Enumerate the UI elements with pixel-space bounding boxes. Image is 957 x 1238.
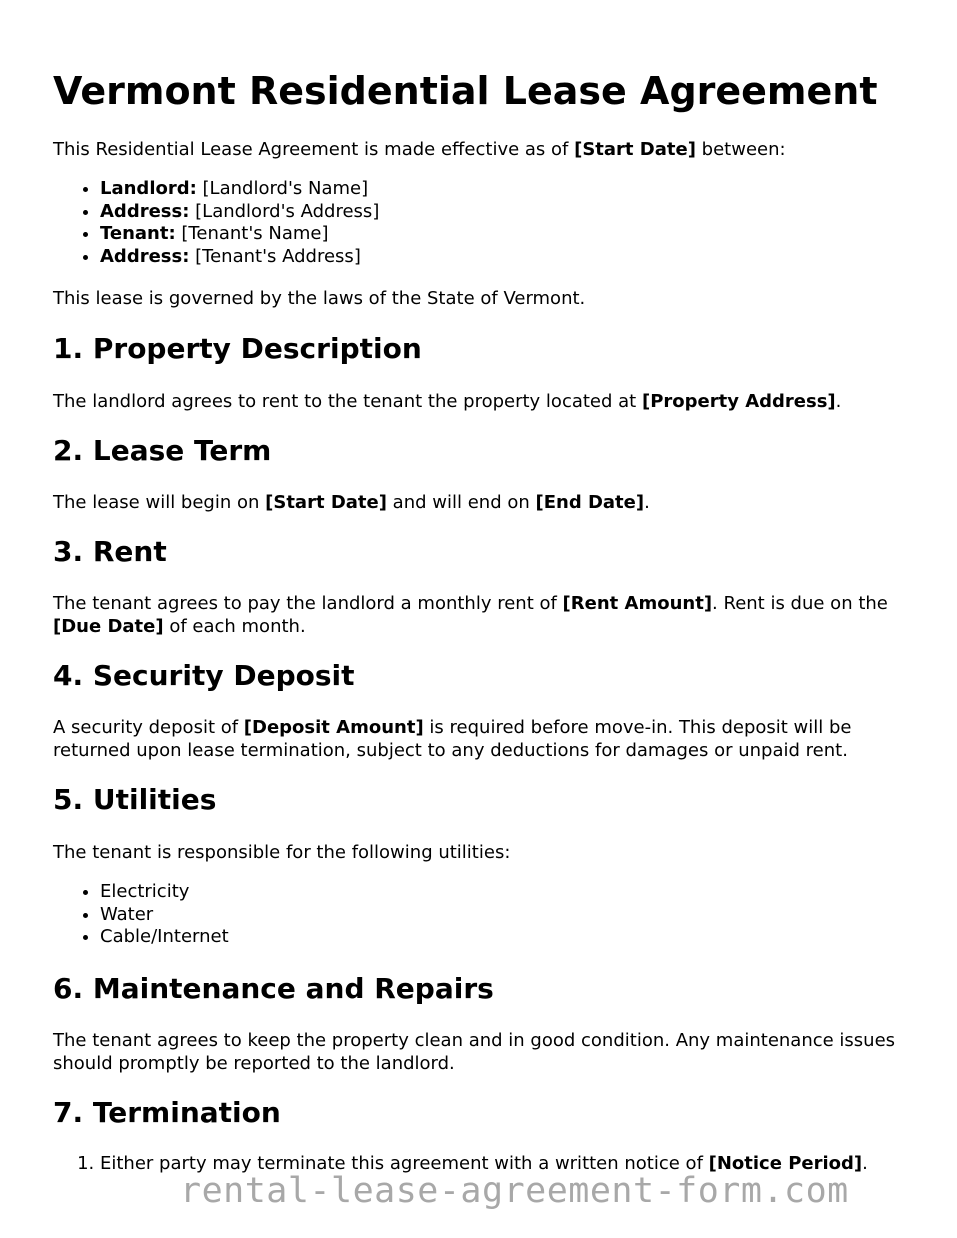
intro-paragraph (53, 138, 913, 161)
section-heading-deposit: 4. Security Deposit (53, 659, 355, 692)
rent-suffix: of each month. (163, 616, 306, 637)
party-label: Address: (100, 245, 190, 267)
party-value: [Landlord's Name] (196, 178, 369, 199)
rent-prefix: The tenant agrees to pay the landlord a monthly rent of (53, 593, 563, 614)
maintenance-paragraph: The tenant agrees to keep the property clean and in good condition. Any maintenance issues should promptly be reported to the landlord. (53, 1030, 896, 1074)
property-paragraph (53, 390, 913, 413)
rent-amount: [Rent Amount] (562, 593, 713, 614)
parties-list (53, 178, 913, 268)
property-prefix: The landlord agrees to rent to the tenant the property located at (53, 391, 642, 412)
termination-prefix: Either party may terminate this agreement with a written notice of (100, 1153, 709, 1174)
term-middle: and will end on (386, 492, 536, 513)
utilities-paragraph: The tenant is responsible for the following utilities: (53, 842, 511, 863)
section-heading-termination: 7. Termination (53, 1096, 281, 1129)
party-value: [Tenant's Name] (175, 223, 329, 244)
party-value: [Tenant's Address] (189, 245, 361, 267)
intro-start-date: [Start Date] (574, 139, 696, 160)
watermark-text: rental-lease-agreement-form.com (180, 1171, 849, 1211)
list-item (100, 178, 913, 201)
section-heading-rent: 3. Rent (53, 535, 167, 568)
property-address: [Property Address] (641, 391, 836, 412)
section-heading-term: 2. Lease Term (53, 434, 272, 467)
term-end-date: [End Date] (535, 492, 645, 513)
rent-middle: . Rent is due on the (712, 593, 888, 614)
deposit-amount: [Deposit Amount] (243, 717, 424, 738)
term-suffix: . (644, 492, 650, 513)
section-heading-property: 1. Property Description (53, 332, 422, 365)
rent-due-date: [Due Date] (53, 616, 164, 637)
term-prefix: The lease will begin on (53, 492, 266, 513)
deposit-paragraph (53, 716, 913, 762)
section-heading-maintenance: 6. Maintenance and Repairs (53, 972, 494, 1005)
notice-period: [Notice Period] (708, 1153, 863, 1174)
deposit-prefix: A security deposit of (53, 717, 244, 738)
party-value: [Landlord's Address] (189, 200, 380, 222)
list-item (100, 246, 913, 269)
intro-prefix: This Residential Lease Agreement is made effective as of (53, 139, 575, 160)
list-item: • Cable/Internet (100, 926, 913, 949)
party-label: Landlord: (100, 178, 197, 199)
party-label: Address: (100, 200, 190, 222)
deposit-suffix: is required before move-in. This deposit will be returned upon lease termination, subject to any deductions for damages or unpaid rent. (53, 717, 852, 761)
termination-suffix: . (862, 1153, 868, 1174)
term-paragraph (53, 491, 913, 514)
property-suffix: . (835, 391, 842, 412)
rent-paragraph (53, 592, 913, 638)
list-item (100, 201, 913, 224)
term-start-date: [Start Date] (265, 492, 387, 513)
utilities-list (53, 881, 913, 949)
intro-suffix: between: (695, 139, 786, 160)
governing-law-paragraph: This lease is governed by the laws of the State of Vermont. (53, 288, 586, 309)
list-item: • Electricity (100, 881, 913, 904)
party-label: Tenant: (100, 223, 176, 244)
list-item (100, 223, 913, 246)
section-heading-utilities: 5. Utilities (53, 783, 217, 816)
list-item: • Water (100, 904, 913, 927)
document-title: Vermont Residential Lease Agreement (53, 69, 878, 113)
